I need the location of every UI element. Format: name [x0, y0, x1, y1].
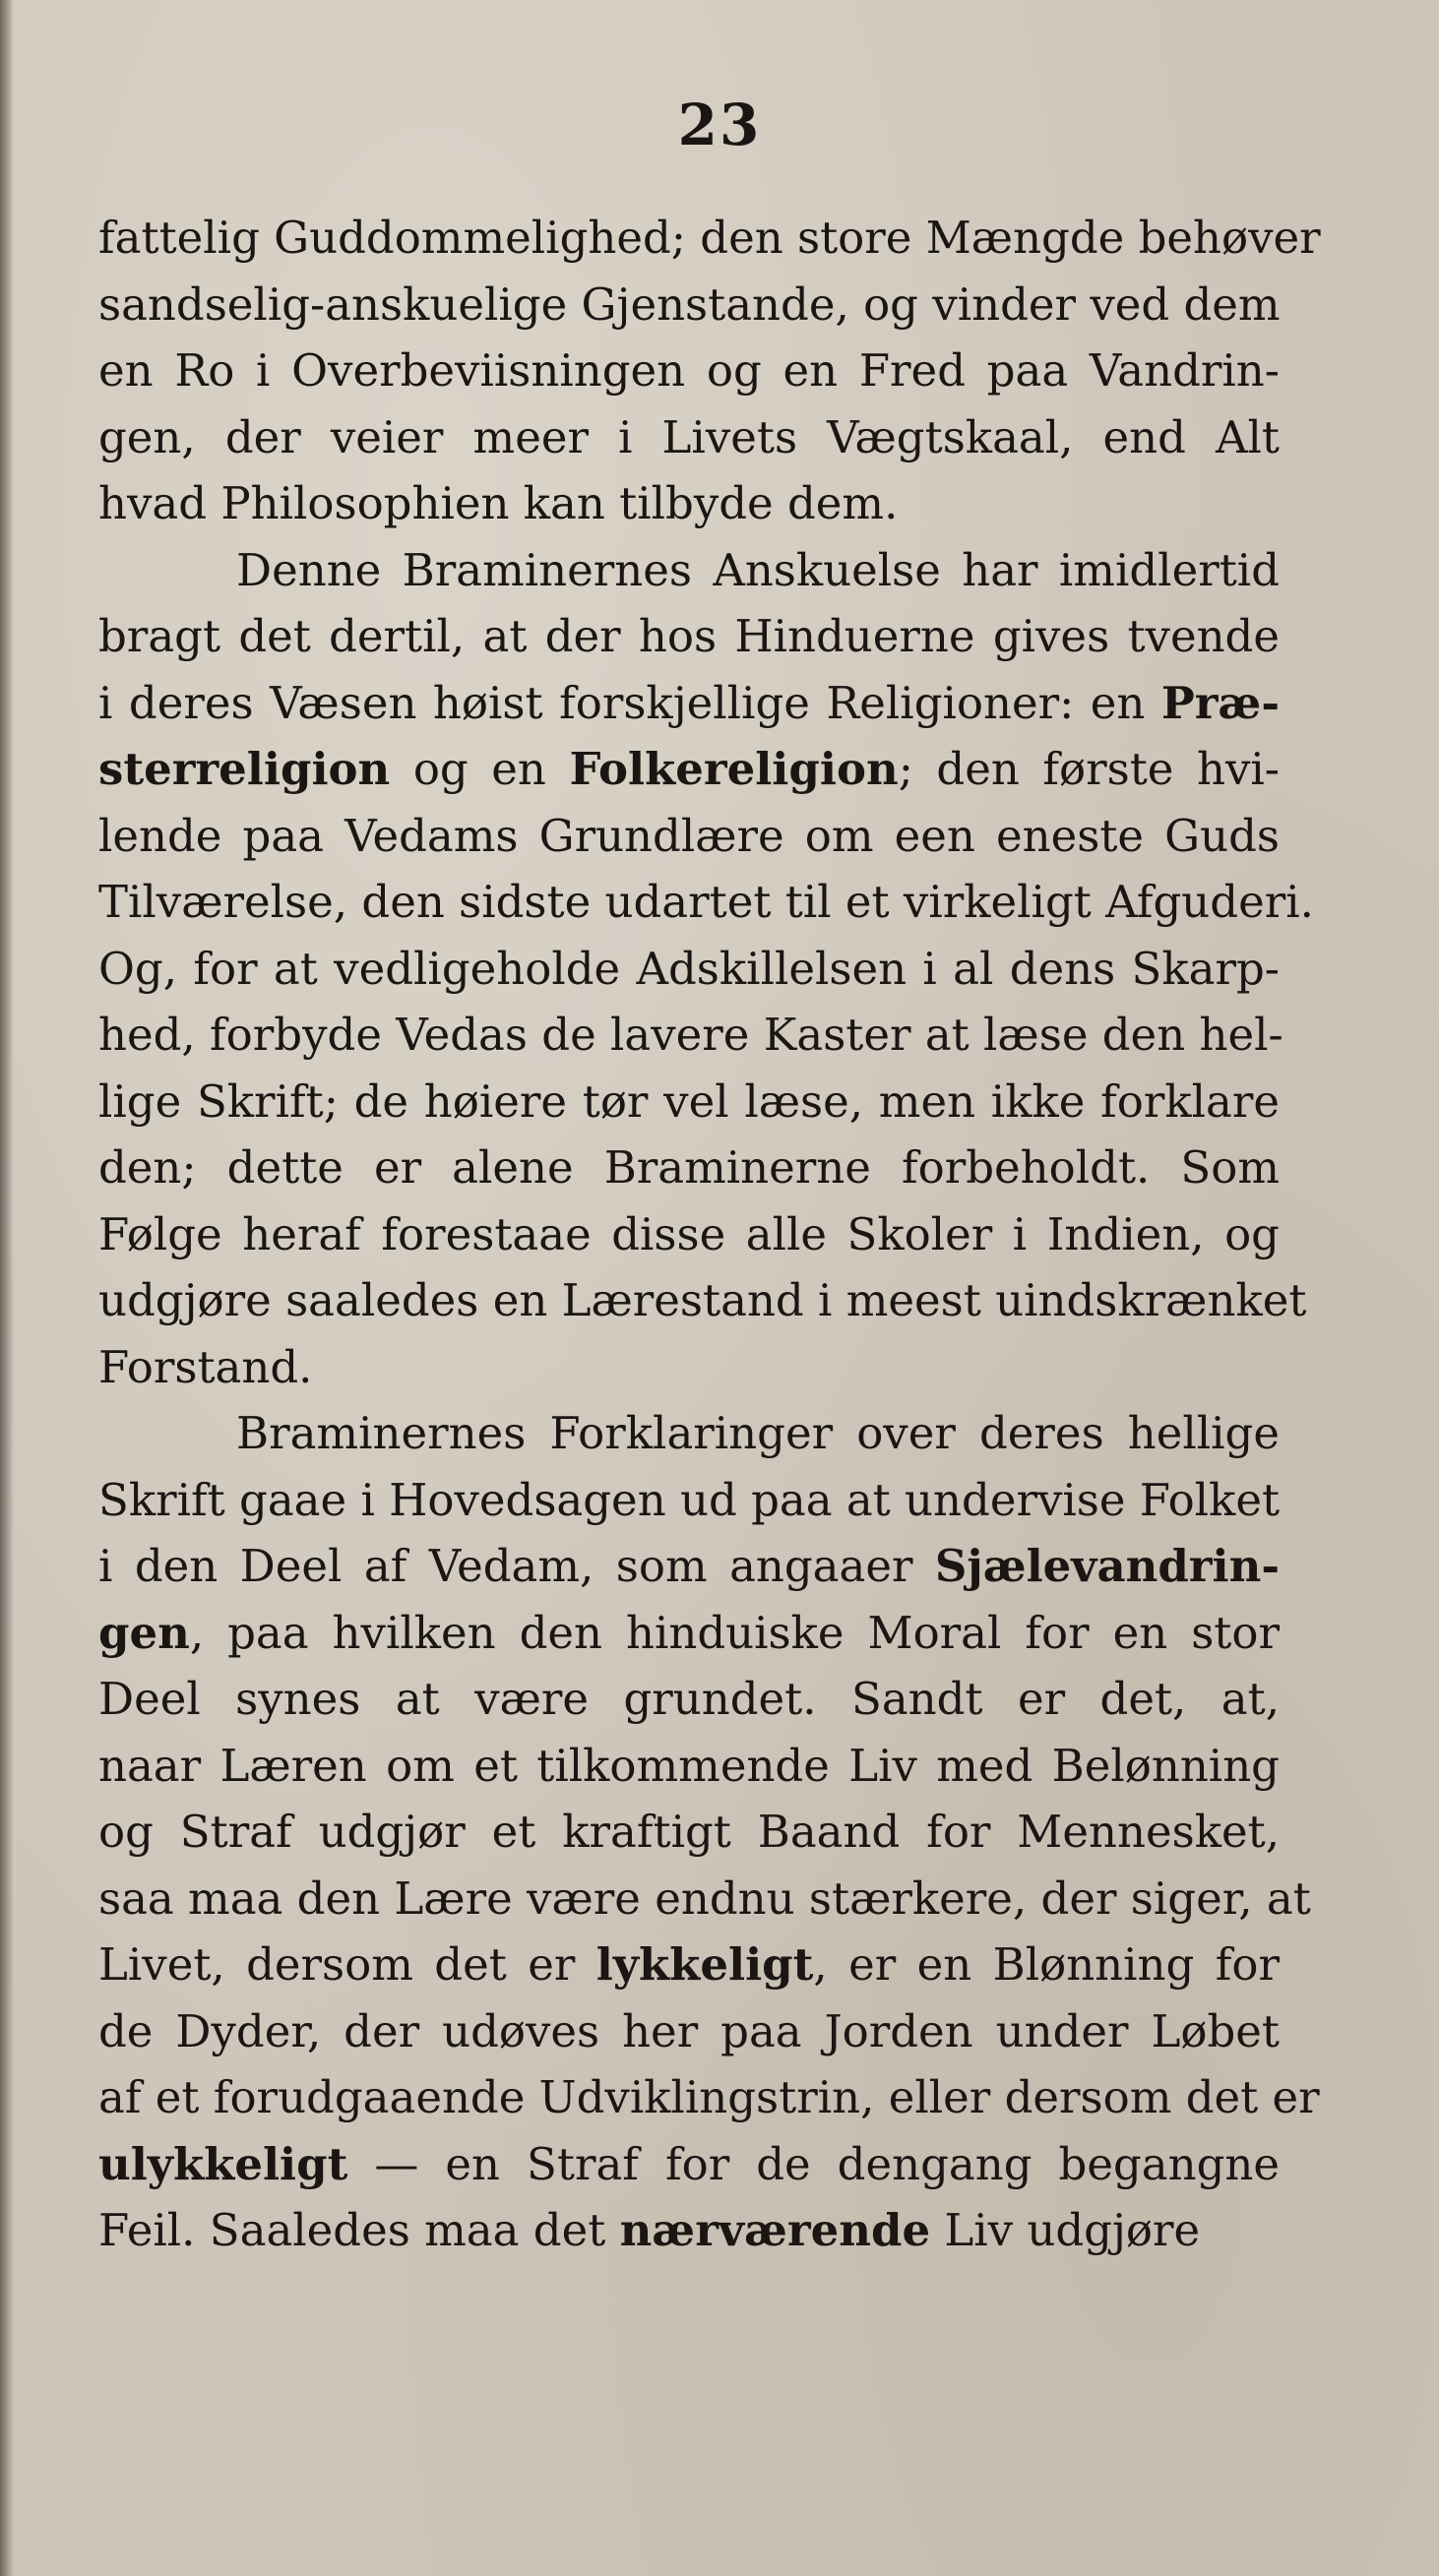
text-line [98, 272, 1280, 338]
text-line [98, 1400, 1280, 1467]
text-line [98, 1467, 1280, 1534]
text-line [98, 1135, 1280, 1201]
text-line [98, 404, 1280, 471]
emphasized-term: lykkeligt [595, 1938, 814, 1991]
emphasized-term: Sjælevandrin- [934, 1540, 1280, 1592]
text-run: Livet, dersom det er [98, 1938, 596, 1991]
text-line [98, 1267, 1307, 1334]
text-line [98, 936, 1280, 1003]
emphasized-term: sterreligion [98, 743, 391, 795]
text-line [98, 2064, 1320, 2131]
emphasized-term: Præ- [1160, 676, 1280, 729]
paragraph [98, 537, 1314, 1401]
emphasized-term: nærværende [619, 2204, 931, 2256]
text-run: bragt det dertil, at der hos Hinduerne gives tvende [98, 610, 1280, 662]
text-run: Forstand. [98, 1340, 313, 1393]
text-run: saa maa den Lære være endnu stærkere, der siger, at [98, 1871, 1311, 1925]
text-run: og Straf udgjør et kraftigt Baand for Mennesket, [98, 1806, 1280, 1858]
text-run: og en [390, 743, 570, 795]
text-run: Følge heraf forestaae disse alle Skoler i Indien, og [98, 1207, 1280, 1260]
text-line [98, 2197, 1280, 2264]
text-line [98, 736, 1280, 803]
text-run: hvad Philosophien kan tilbyde dem. [98, 477, 899, 529]
text-line [98, 803, 1280, 870]
text-run: en Ro i Overbeviisningen og en Fred paa Vandrin- [98, 344, 1280, 397]
page-number: 23 [677, 92, 762, 158]
paragraph [98, 205, 1321, 537]
text-run: Braminernes Forklaringer over deres hellige [236, 1407, 1280, 1459]
text-line [98, 470, 1280, 537]
text-line [98, 205, 1321, 272]
text-line [98, 1600, 1280, 1667]
text-line [98, 2131, 1280, 2198]
text-line [98, 1533, 1280, 1600]
text-run: Deel synes at være grundet. Sandt er det, at, [98, 1673, 1280, 1725]
text-run: Og, for at vedligeholde Adskillelsen i al dens Skarp- [98, 942, 1280, 995]
emphasized-term: Folkereligion [569, 743, 899, 795]
text-run: de Dyder, der udøves her paa Jorden under Løbet [98, 2004, 1280, 2057]
page-binding-shadow [0, 0, 14, 2576]
text-line [98, 1002, 1283, 1069]
text-line [98, 1334, 1280, 1401]
body-text [98, 205, 1321, 2264]
text-line [98, 1069, 1280, 1135]
text-run: ; den første hvi- [898, 743, 1280, 795]
text-run: lende paa Vedams Grundlære om een eneste Guds [98, 809, 1280, 862]
text-run: hed, forbyde Vedas de lavere Kaster at læse den hel- [98, 1009, 1283, 1061]
text-line [98, 1799, 1280, 1866]
text-line [98, 869, 1314, 936]
emphasized-term: gen [98, 1606, 190, 1659]
text-run: gen, der veier meer i Livets Vægtskaal, end Alt [98, 410, 1280, 463]
text-line [98, 337, 1280, 404]
text-run: , paa hvilken den hinduiske Moral for en stor [189, 1606, 1280, 1659]
text-line [98, 537, 1280, 604]
text-run: naar Læren om et tilkommende Liv med Belønning [98, 1739, 1280, 1792]
text-run: i deres Væsen høist forskjellige Religioner: en [98, 676, 1161, 729]
text-line [98, 1998, 1280, 2065]
text-run: i den Deel af Vedam, som angaaer [98, 1540, 935, 1592]
text-run: sandselig-anskuelige Gjenstande, og vinder ved dem [98, 277, 1281, 331]
text-line [98, 1666, 1280, 1733]
text-line [98, 603, 1280, 670]
text-run: Liv udgjøre [930, 2204, 1201, 2256]
text-run: , er en Blønning for [813, 1938, 1280, 1991]
text-run: lige Skrift; de høiere tør vel læse, men ikke forklare [98, 1074, 1280, 1128]
text-run: af et forudgaaende Udviklingstrin, eller dersom det er [98, 2071, 1320, 2123]
text-line [98, 1866, 1311, 1932]
text-run: den; dette er alene Braminerne forbeholdt. Som [98, 1141, 1280, 1194]
text-run: Skrift gaae i Hovedsagen ud paa at undervise Folket [98, 1473, 1281, 1526]
text-line [98, 1201, 1280, 1268]
text-run: Tilværelse, den sidste udartet til et virkeligt Afguderi. [98, 876, 1314, 928]
text-line [98, 1932, 1280, 1998]
text-run: — en Straf for de dengang begangne [347, 2137, 1280, 2190]
text-run: Denne Braminernes Anskuelse har imidlertid [236, 543, 1280, 596]
text-run: Feil. Saaledes maa det [98, 2204, 620, 2256]
text-line [98, 670, 1280, 737]
text-line [98, 1733, 1280, 1800]
emphasized-term: ulykkeligt [98, 2137, 348, 2190]
text-run: fattelig Guddommelighed; den store Mængde behøver [98, 212, 1321, 264]
text-run: udgjøre saaledes en Lærestand i meest uindskrænket [98, 1274, 1307, 1326]
paragraph [98, 1400, 1320, 2264]
